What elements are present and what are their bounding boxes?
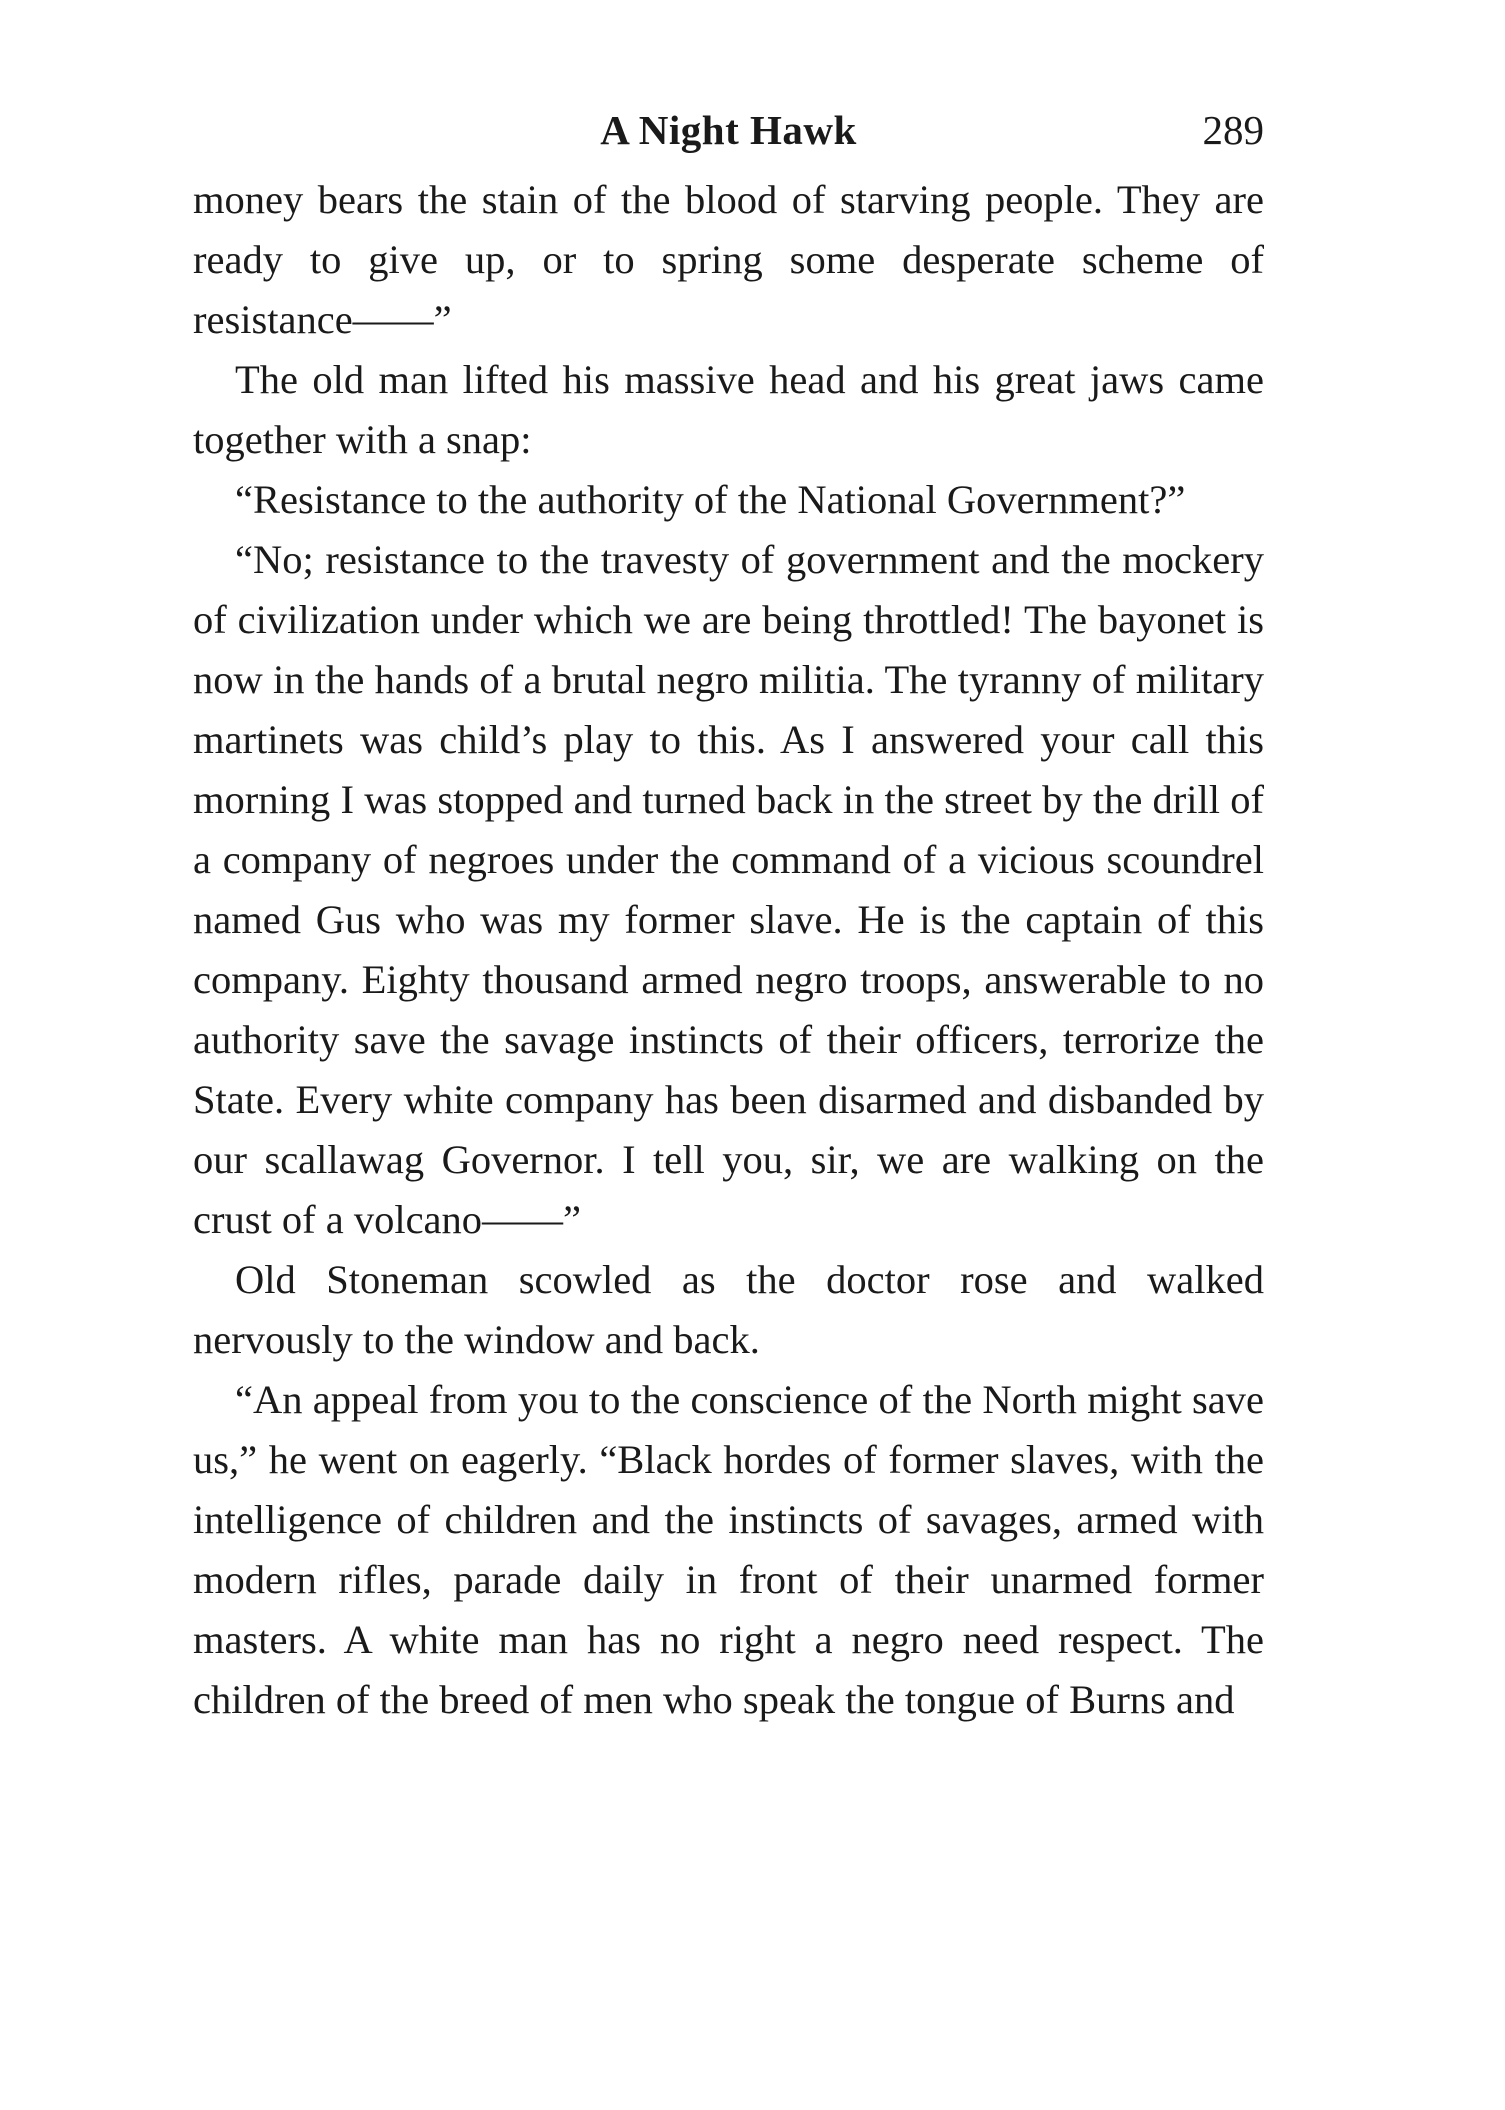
book-page bbox=[193, 100, 1264, 1730]
running-title: A Night Hawk bbox=[600, 107, 857, 153]
paragraph: “No; resistance to the travesty of government and the mockery of civilization under which we are being throttled! The bayonet is now in the hands of a brutal negro militia. The tyranny of military martinets was child’s play to this. As I answered your call this morning I was stopped and turned back in the street by the drill of a company of negroes under the command of a vicious scoundrel named Gus who was my former slave. He is the captain of this company. Eighty thousand armed negro troops, answerable to no authority save the savage instincts of their officers, terrorize the State. Every white company has been disarmed and disbanded by our scallawag Governor. I tell you, sir, we are walking on the crust of a volcano——” bbox=[193, 537, 1264, 1242]
body-text bbox=[193, 170, 1264, 1730]
running-header bbox=[193, 100, 1264, 170]
paragraph: “Resistance to the authority of the National Government?” bbox=[235, 477, 1186, 522]
paragraph: The old man lifted his massive head and his great jaws came together with a snap: bbox=[193, 357, 1264, 462]
paragraph-continued: money bears the stain of the blood of starving people. They are ready to give up, or to spring some desperate scheme of resistance——” bbox=[193, 177, 1264, 342]
paragraph: “An appeal from you to the conscience of the North might save us,” he went on eagerly. “Black hordes of former slaves, with the intelligence of children and the instincts of savages, armed with modern rifles, parade daily in front of their unarmed former masters. A white man has no right a negro need respect. The children of the breed of men who speak the tongue of Burns and bbox=[193, 1377, 1264, 1722]
paragraph: Old Stoneman scowled as the doctor rose and walked nervously to the window and back. bbox=[193, 1257, 1264, 1362]
page-number: 289 bbox=[1202, 107, 1264, 153]
